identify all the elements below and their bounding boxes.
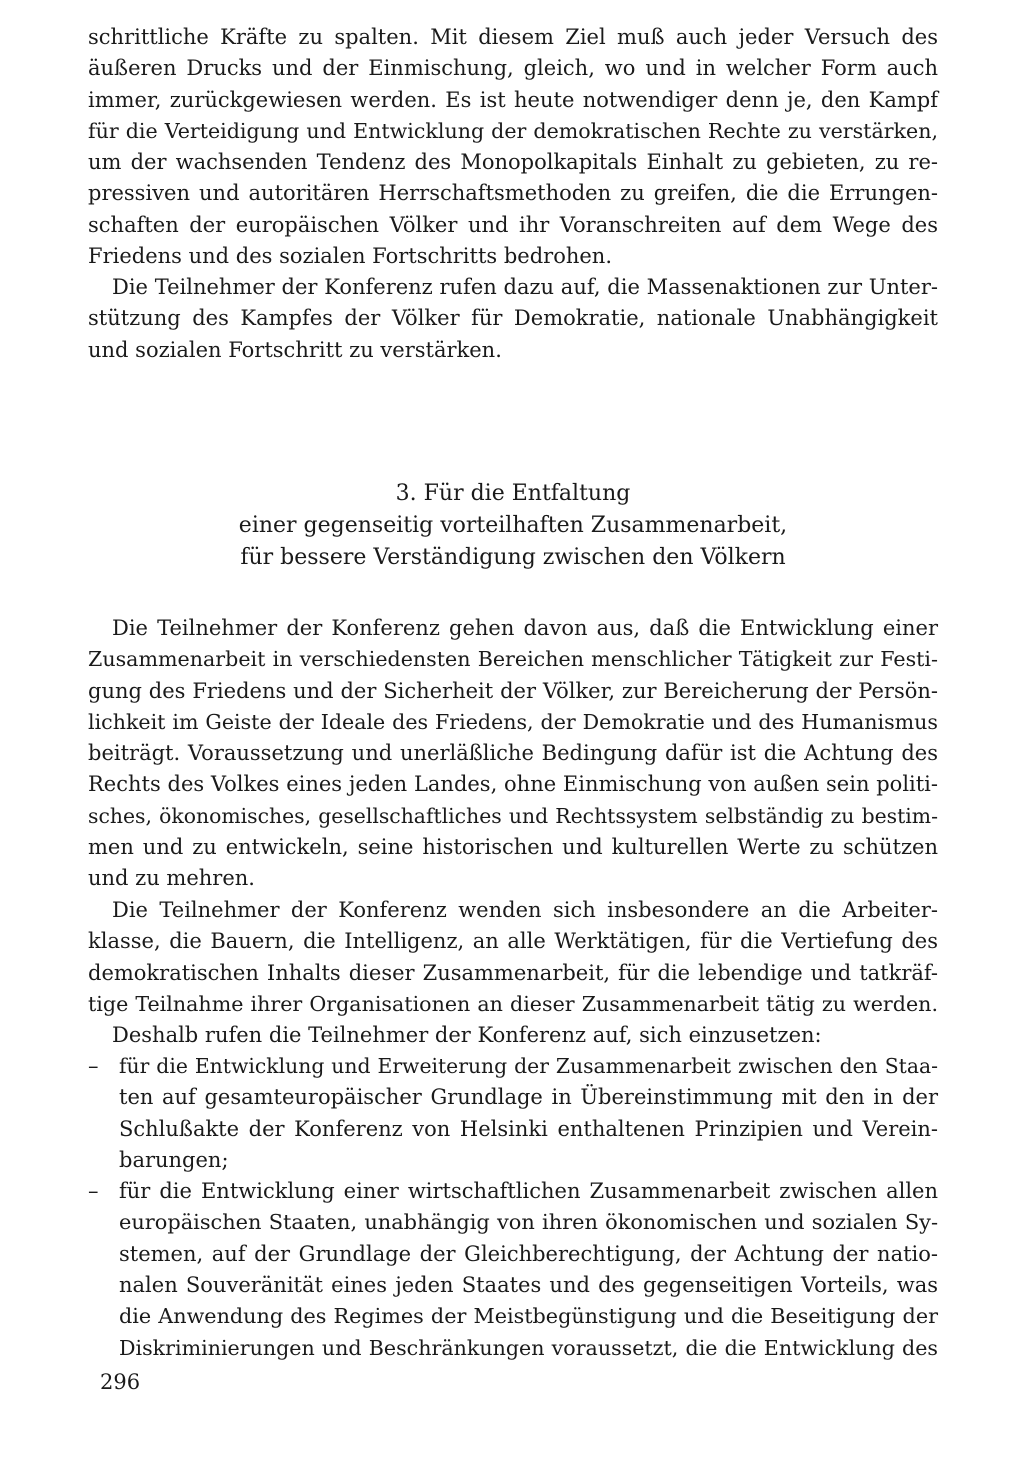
paragraph-continuation [88, 22, 938, 272]
text-line: ten auf gesamteuropäischer Grundlage in Übereinstimmung mit den in der [119, 1085, 938, 1110]
text-line: demokratischen Inhalts dieser Zusammenarbeit, für die lebendige und tatkräf- [88, 960, 938, 985]
dash-marker: – [88, 1054, 99, 1078]
section-heading [88, 478, 938, 574]
text-line: um der wachsenden Tendenz des Monopolkapitals Einhalt zu gebieten, zu re- [88, 150, 938, 175]
text-line: gung des Friedens und der Sicherheit der Völker, zur Bereicherung der Persön- [88, 678, 938, 703]
text-line: immer, zurückgewiesen werden. Es ist heute notwendiger denn je, den Kampf [88, 87, 938, 112]
text-line: nalen Souveränität eines jeden Staates und des gegenseitigen Vorteils, was [119, 1273, 938, 1298]
text-line: stützung des Kampfes der Völker für Demokratie, nationale Unabhängigkeit [88, 306, 938, 331]
heading-line: für bessere Verständigung zwischen den Völkern [240, 545, 786, 570]
text-line: Friedens und des sozialen Fortschritts bedrohen. [88, 244, 612, 269]
paragraph-list-intro [88, 1020, 938, 1051]
text-line: pressiven und autoritären Herrschaftsmethoden zu greifen, die die Errungen- [88, 181, 938, 206]
text-line: Die Teilnehmer der Konferenz gehen davon aus, daß die Entwicklung einer [112, 616, 938, 640]
text-line: schaften der europäischen Völker und ihr Voranschreiten auf dem Wege des [88, 212, 938, 237]
text-line: beiträgt. Voraussetzung und unerläßliche Bedingung dafür ist die Achtung des [88, 741, 938, 766]
text-line: für die Entwicklung einer wirtschaftlichen Zusammenarbeit zwischen allen [119, 1179, 938, 1204]
text-line: und sozialen Fortschritt zu verstärken. [88, 337, 502, 362]
text-line: lichkeit im Geiste der Ideale des Friedens, der Demokratie und des Humanismus [88, 709, 938, 734]
heading-line: 3. Für die Entfaltung [395, 481, 631, 506]
heading-line: einer gegenseitig vorteilhaften Zusammenarbeit, [238, 513, 788, 538]
list-item [88, 1176, 938, 1364]
text-line: klasse, die Bauern, die Intelligenz, an alle Werktätigen, für die Vertiefung des [88, 929, 938, 954]
dash-list [88, 1051, 938, 1364]
text-line: Deshalb rufen die Teilnehmer der Konferenz auf, sich einzusetzen: [112, 1023, 822, 1047]
text-line: sches, ökonomisches, gesellschaftliches und Rechtssystem selbständig zu bestim- [88, 803, 938, 828]
text-line: äußeren Drucks und der Einmischung, gleich, wo und in welcher Form auch [88, 56, 938, 81]
text-line: barungen; [119, 1147, 229, 1172]
text-line: die Anwendung des Regimes der Meistbegünstigung und die Beseitigung der [119, 1304, 938, 1329]
page-number: 296 [100, 1370, 141, 1394]
dash-marker: – [88, 1179, 99, 1204]
text-line: Rechts des Volkes eines jeden Landes, ohne Einmischung von außen sein politi- [88, 772, 938, 797]
paragraph-mass-actions [88, 272, 938, 366]
paragraph-cooperation [88, 613, 938, 895]
text-line: Die Teilnehmer der Konferenz rufen dazu auf, die Massenaktionen zur Unter- [112, 275, 938, 299]
text-line: tige Teilnahme ihrer Organisationen an dieser Zusammenarbeit tätig zu werden. [88, 991, 938, 1016]
text-line: für die Entwicklung und Erweiterung der Zusammenarbeit zwischen den Staa- [119, 1054, 938, 1078]
text-line: Diskriminierungen und Beschränkungen voraussetzt, die die Entwicklung des [119, 1335, 938, 1360]
text-line: Die Teilnehmer der Konferenz wenden sich insbesondere an die Arbeiter- [112, 898, 938, 922]
paragraph-appeal [88, 895, 938, 1020]
text-line: und zu mehren. [88, 866, 255, 891]
text-line: Zusammenarbeit in verschiedensten Bereichen menschlicher Tätigkeit zur Festi- [88, 647, 938, 672]
list-item [88, 1051, 938, 1176]
text-line: europäischen Staaten, unabhängig von ihren ökonomischen und sozialen Sy- [119, 1210, 938, 1235]
text-line: stemen, auf der Grundlage der Gleichberechtigung, der Achtung der natio- [119, 1241, 938, 1266]
text-line: men und zu entwickeln, seine historischen und kulturellen Werte zu schützen [88, 835, 938, 860]
text-line: für die Verteidigung und Entwicklung der demokratischen Rechte zu verstärken, [88, 118, 938, 143]
text-line: Schlußakte der Konferenz von Helsinki enthaltenen Prinzipien und Verein- [119, 1116, 938, 1141]
text-line: schrittliche Kräfte zu spalten. Mit diesem Ziel muß auch jeder Versuch des [88, 25, 938, 49]
